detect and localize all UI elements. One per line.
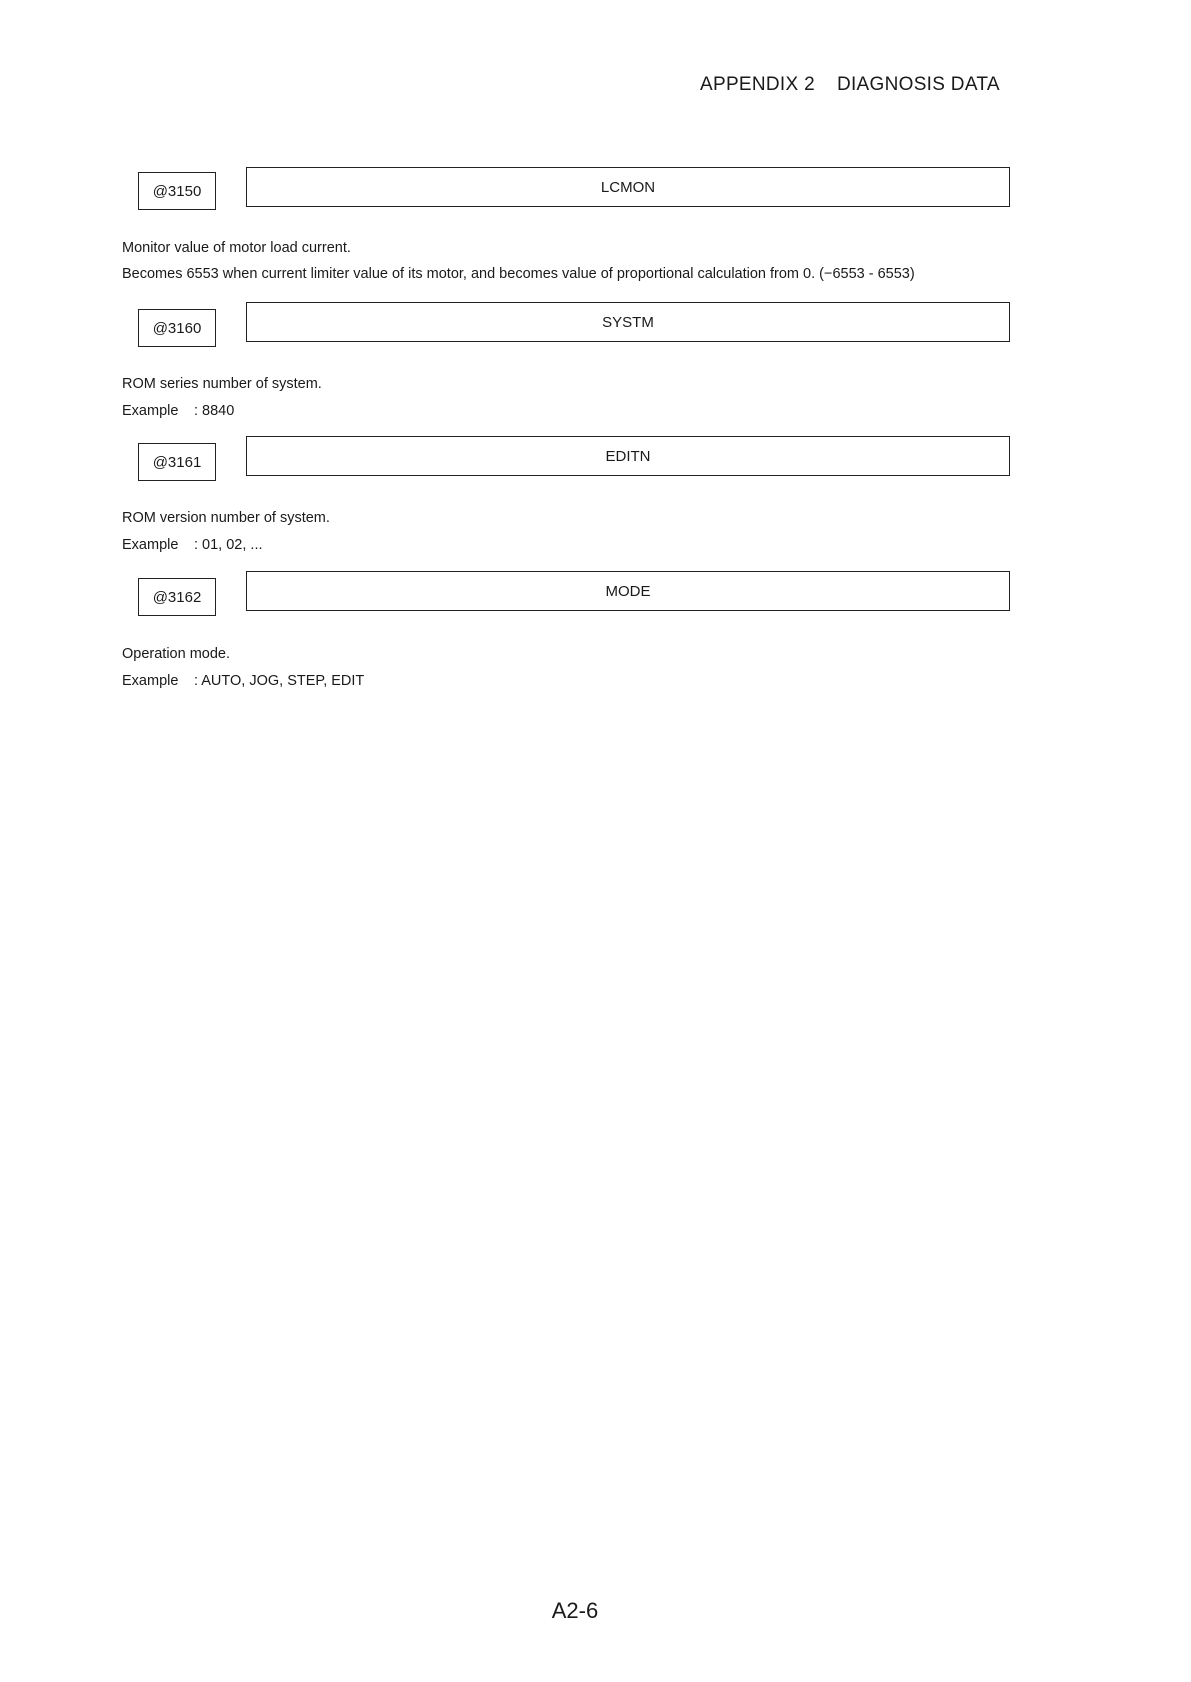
code-box: @3150 — [138, 172, 216, 210]
code-box: @3160 — [138, 309, 216, 347]
example-label: Example — [122, 673, 179, 689]
name-box: MODE — [246, 571, 1010, 611]
appendix-label: APPENDIX 2 — [700, 74, 815, 95]
description-line: Operation mode. — [122, 646, 231, 662]
code-box: @3162 — [138, 578, 216, 616]
code-box: @3161 — [138, 443, 216, 481]
page-header — [700, 74, 1000, 96]
example-line — [122, 537, 263, 553]
page-number: A2-6 — [551, 1598, 599, 1623]
name-box: EDITN — [246, 436, 1010, 476]
example-value: : AUTO, JOG, STEP, EDIT — [194, 673, 365, 689]
description-line: Becomes 6553 when current limiter value of its motor, and becomes value of proportional calculation from 0. (−6553 - 6553) — [122, 266, 915, 282]
section-title: DIAGNOSIS DATA — [836, 74, 1000, 95]
example-value: : 01, 02, ... — [194, 537, 263, 553]
description-line: ROM version number of system. — [122, 510, 330, 526]
example-line — [122, 403, 234, 419]
description-line: ROM series number of system. — [122, 376, 322, 392]
name-box: LCMON — [246, 167, 1010, 207]
example-line — [122, 673, 364, 689]
description-line: Monitor value of motor load current. — [122, 240, 351, 256]
example-label: Example — [122, 403, 179, 419]
example-value: : 8840 — [194, 403, 235, 419]
example-label: Example — [122, 537, 179, 553]
name-box: SYSTM — [246, 302, 1010, 342]
